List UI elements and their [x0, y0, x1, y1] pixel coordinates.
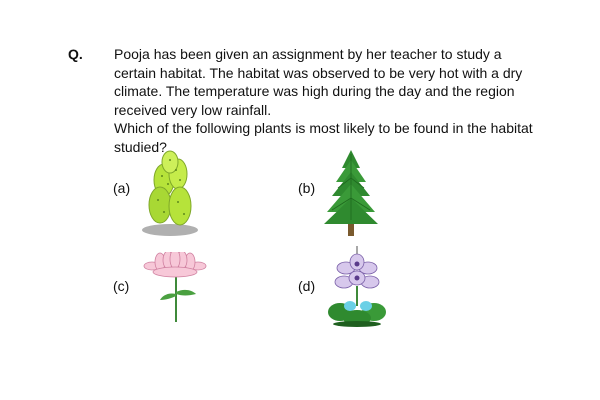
pine-tree-icon — [322, 148, 380, 238]
option-d-label: (d) — [298, 278, 316, 294]
question-stem: Pooja has been given an assignment by her teacher to study a certain habitat. The habitat was observed to be very hot with a dry climate. The temperature was high during the day and the region received very low rainfall. — [114, 46, 523, 118]
question-prompt: Which of the following plants is most likely to be found in the habitat studied? — [114, 120, 533, 155]
lotus-flower-icon — [140, 252, 210, 324]
option-c-label: (c) — [113, 278, 130, 294]
option-a-label: (a) — [113, 180, 131, 196]
question-label: Q. — [68, 46, 83, 62]
question-text — [114, 45, 534, 156]
option-b-label: (b) — [298, 180, 316, 196]
water-hyacinth-icon — [326, 246, 388, 328]
cactus-icon — [140, 150, 202, 236]
